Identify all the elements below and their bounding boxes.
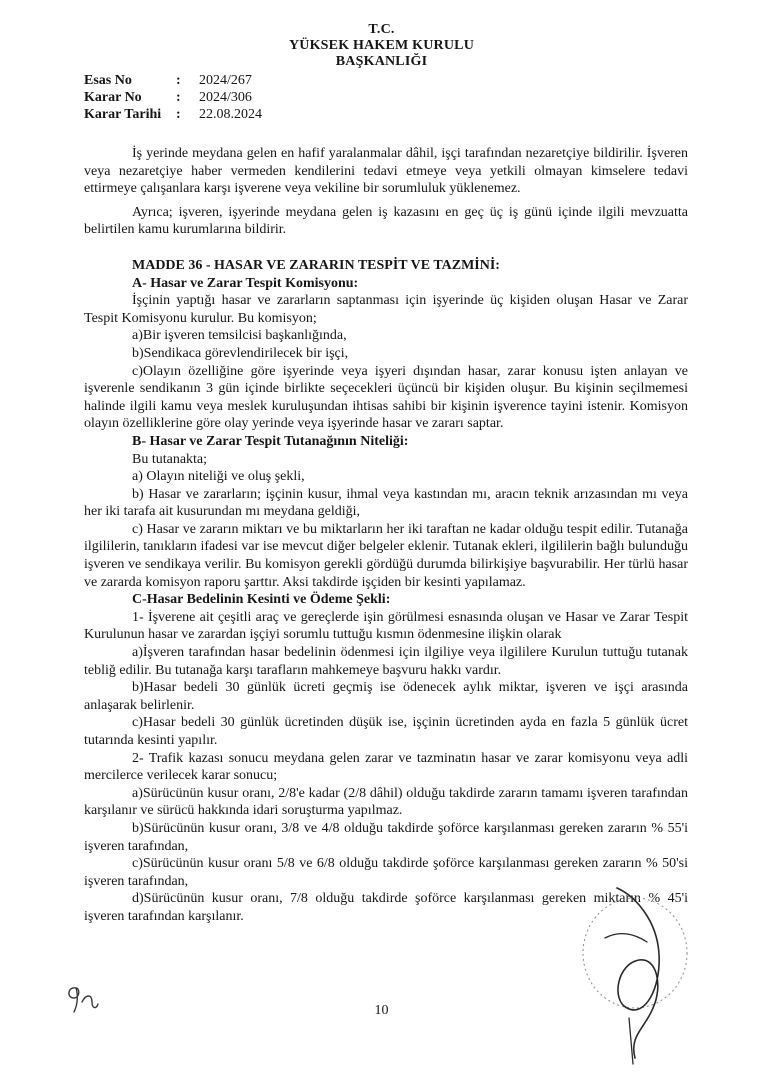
header-department: BAŞKANLIĞI bbox=[335, 54, 428, 69]
meta-value: 2024/306 bbox=[199, 90, 252, 105]
meta-value: 2024/267 bbox=[199, 73, 252, 88]
paragraph: İş yerinde meydana gelen en hafif yaralanmalar dâhil, işçi tarafından nezaretçiye bildirilir. İşveren veya nezaretçiye haber vermeden kendilerini tedavi etmeye veya yetkili olmayan kimselere tedavi ettirmeye çalışanlara karşı işverene veya vekiline bir sorumluluk yüklenemez. bbox=[84, 146, 688, 197]
list-item: a)Sürücünün kusur oranı, 2/8'e kadar (2/8 dâhil) olduğu takdirde zararın tamamı işveren tarafından karşılanır ve sürücü hakkında idari soruşturma yapılmaz. bbox=[84, 785, 688, 819]
signature-stamp bbox=[565, 868, 695, 1068]
list-item: c)Sürücünün kusur oranı 5/8 ve 6/8 olduğu takdirde şoförce karşılanması gereken zararın % 50'si işveren tarafından, bbox=[84, 856, 688, 889]
list-item: b)Sürücünün kusur oranı, 3/8 ve 4/8 olduğu takdirde şoförce karşılanması gereken zararın % 55'i işveren tarafından, bbox=[84, 820, 688, 854]
section-heading-a: A- Hasar ve Zarar Tespit Komisyonu: bbox=[132, 275, 359, 291]
list-item: b)Sendikaca görevlendirilecek bir işçi, bbox=[132, 345, 349, 361]
meta-key: Karar No bbox=[84, 90, 142, 105]
paragraph: Bu tutanakta; bbox=[132, 451, 208, 467]
section-heading-b: B- Hasar ve Zarar Tespit Tutanağının Niteliği: bbox=[132, 433, 409, 449]
meta-key: Karar Tarihi bbox=[84, 107, 162, 122]
meta-colon: : bbox=[176, 73, 181, 88]
list-item: c) Hasar ve zararın miktarı ve bu miktarların her iki taraftan ne kadar olduğu tespit edilir. Tutanağa ilgililerin, tanıkların ifadesi var ise mevcut diğer belgeler eklenir. Tutanak ekleri, ilgililerin bağlı bulunduğu işveren ve sendikaya verilir. Bu komisyon gerekli gördüğü durumda bilirkişiye başvurabilir. Her türlü hasar ve zararda komisyon raporu şarttır. Aksi takdirde işçiden bir kesinti yapılamaz. bbox=[84, 521, 688, 590]
paragraph: 2- Trafik kazası sonucu meydana gelen zarar ve tazminatın hasar ve zarar komisyonu veya adli mercilerce verilecek karar sonucu; bbox=[84, 750, 688, 784]
header-institution: YÜKSEK HAKEM KURULU bbox=[288, 38, 475, 53]
paragraph: Ayrıca; işveren, işyerinde meydana gelen iş kazasını en geç üç iş günü içinde ilgili mevzuatta belirtilen kamu kurumlarına bildirir. bbox=[84, 204, 688, 238]
list-item: a) Olayın niteliği ve oluş şekli, bbox=[132, 469, 305, 485]
article-heading: MADDE 36 - HASAR VE ZARARIN TESPİT VE TAZMİNİ: bbox=[132, 257, 500, 273]
page-number: 10 bbox=[374, 1003, 389, 1018]
list-item: a)İşveren tarafından hasar bedelinin ödenmesi için ilgiliye veya ilgililere Kurulun tuttuğu tutanak tebliğ edilir. Bu tutanağa karşı tarafların mahkemeye başvuru hakkı vardır. bbox=[84, 645, 688, 678]
list-item: b) Hasar ve zararların; işçinin kusur, ihmal veya kastından mı, aracın teknik arızasından mı veya her iki tarafa ait kusurundan mı meydana geldiği, bbox=[84, 486, 688, 520]
header-tc: T.C. bbox=[368, 22, 395, 37]
meta-row-karar bbox=[84, 89, 262, 106]
paragraph: İşçinin yaptığı hasar ve zararların saptanması için işyerinde üç kişiden oluşan Hasar ve Zarar Tespit Komisyonu kurulur. Bu komisyon; bbox=[84, 293, 688, 326]
section-heading-c: C-Hasar Bedelinin Kesinti ve Ödeme Şekli: bbox=[132, 592, 391, 608]
meta-value: 22.08.2024 bbox=[199, 107, 262, 122]
handwritten-initial bbox=[62, 980, 102, 1016]
document-body bbox=[84, 145, 688, 926]
meta-row-tarih bbox=[84, 106, 262, 123]
case-meta bbox=[84, 72, 262, 123]
list-item: b)Hasar bedeli 30 günlük ücreti geçmiş ise ödenecek aylık miktar, işveren ve işçi arasında anlaşarak belirlenir. bbox=[84, 680, 688, 713]
list-item: c)Olayın özelliğine göre işyerinde veya işyeri dışından hasar, zarar konusu işten anlayan ve işverenle sendikanın 3 gün içinde birlikte seçecekleri üçüncü bir kişiden oluşur. Bu kişinin seçilmemesi halinde ilgili kamu veya meslek kuruluşundan ihtisas sahibi bir kişinin işverence tayini istenir. Komisyon olayın özelliklerine göre olay yerinde veya işyerinde hasar ve zararı saptar. bbox=[84, 363, 688, 432]
meta-row-esas bbox=[84, 72, 262, 89]
list-item: d)Sürücünün kusur oranı, 7/8 olduğu takdirde şoförce karşılanması gereken miktarın % 45'i işveren tarafından karşılanır. bbox=[84, 891, 688, 924]
list-item: c)Hasar bedeli 30 günlük ücretinden düşük ise, işçinin ücretinden ayda en fazla 5 günlük ücret tutarında kesinti yapılır. bbox=[84, 715, 688, 748]
paragraph: 1- İşverene ait çeşitli araç ve gereçlerde işin görülmesi esnasında oluşan ve Hasar ve Zarar Tespit Kurulunun hasar ve zarardan işçiyi sorumlu tuttuğu kısmın ödenmesine ilişkin olarak bbox=[84, 609, 688, 643]
meta-colon: : bbox=[176, 90, 181, 105]
meta-colon: : bbox=[176, 107, 181, 122]
list-item: a)Bir işveren temsilcisi başkanlığında, bbox=[132, 328, 347, 344]
meta-key: Esas No bbox=[84, 73, 132, 88]
